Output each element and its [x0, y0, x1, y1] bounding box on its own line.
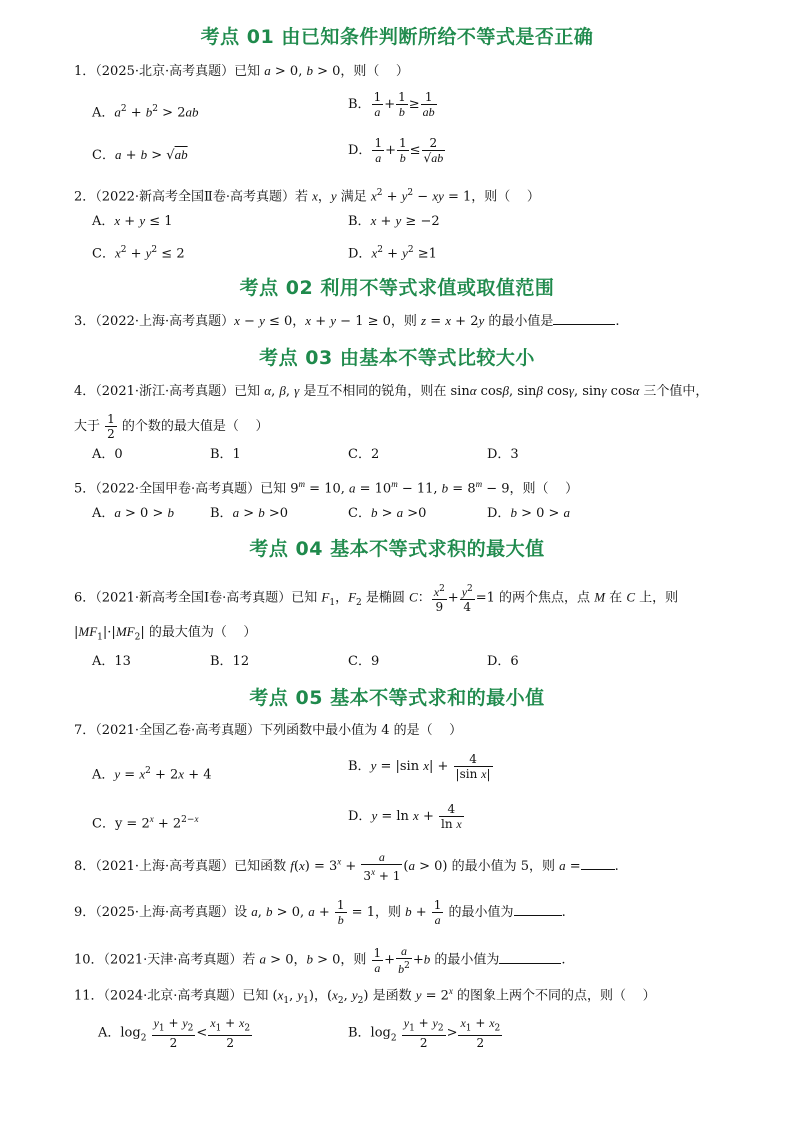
question-4-option-b[interactable]: B．1	[210, 447, 241, 462]
question-6-stem: 6．（2021·新高考全国Ⅰ卷·高考真题）已知 $F_1$，$F_2$ 是椭圆 C： $\frac{x^2}{9}$ + $\frac{y^2}{4}$ =1 的两个焦点，点 M 在 C 上，则	[74, 584, 679, 614]
section-heading-04: 考点 04 基本不等式求积的最大值	[249, 538, 545, 560]
question-4-stem: 4．（2021·浙江·高考真题）已知 α, β, γ 是互不相同的锐角，则在 sinα cosβ, sinβ cosγ, sinγ cosα 三个值中，	[74, 383, 709, 399]
question-11-option-a[interactable]: A．$\log_2$ $\frac{y_1 + y_2}{2}$ < $\frac{x_1 + x_2}{2}$	[98, 1016, 251, 1051]
question-11-stem: 11．（2024·北京·高考真题）已知 ($x_1$, $y_1$)，($x_2$, $y_2$) 是函数 $y = 2^x$ 的图象上两个不同的点，则（ ）	[74, 986, 656, 1006]
question-4-option-c[interactable]: C．2	[348, 447, 380, 462]
question-1-option-b[interactable]: B． $\frac{1}{a}$ + $\frac{1}{b}$ ≥ $\frac{1}{ab}$	[348, 90, 435, 119]
question-10-stem: 10．（2021·天津·高考真题）若 a > 0，b > 0，则 $\frac{1}{a}$ + $\frac{a}{b^2}$ +b 的最小值为 .	[74, 944, 566, 976]
question-4-option-a[interactable]: A．0	[92, 447, 123, 462]
question-7-option-c[interactable]: C．$y = 2^x + 2^{2-x}$	[92, 814, 199, 832]
question-4-option-d[interactable]: D．3	[487, 447, 519, 462]
question-5-stem: 5．（2022·全国甲卷·高考真题）已知 $9^m = 10$, $a = 10^m - 11$, $b = 8^m - 9$，则（ ）	[74, 479, 579, 497]
section-heading-01: 考点 01 由已知条件判断所给不等式是否正确	[200, 26, 594, 48]
question-2-stem: 2．（2022·新高考全国Ⅱ卷·高考真题）若 x，y 满足 $x^2 + y^2$ − xy = 1，则（ ）	[74, 188, 540, 205]
question-7-option-b[interactable]: B．y = |sin x| + $\frac{4}{\text{|sin x|}}$	[348, 752, 491, 781]
question-5-option-a[interactable]: A．a > 0 > b	[92, 505, 174, 521]
question-2-option-a[interactable]: A．x + y ≤ 1	[92, 213, 173, 229]
question-1-option-a[interactable]: A．$a^2 + b^2 > 2ab$	[92, 104, 199, 121]
section-heading-05: 考点 05 基本不等式求和的最小值	[249, 687, 545, 709]
question-8-stem: 8．（2021·上海·高考真题）已知函数 $f(x) = 3^x$ + $\frac{a}{3^x + 1}$ (a > 0) 的最小值为 5，则 a = .	[74, 850, 619, 883]
question-6-option-a[interactable]: A．13	[92, 654, 131, 669]
question-7-option-a[interactable]: A．$y = x^2 + 2x + 4$	[92, 766, 212, 783]
question-7-stem: 7．（2021·全国乙卷·高考真题）下列函数中最小值为 4 的是（ ）	[74, 723, 463, 738]
question-6-option-b[interactable]: B．12	[210, 654, 250, 669]
section-heading-02: 考点 02 利用不等式求值或取值范围	[239, 277, 555, 299]
question-3-stem: 3．（2022·上海·高考真题）x − y ≤ 0，x + y − 1 ≥ 0，则 z = x + 2y 的最小值是 .	[74, 313, 620, 329]
question-1-option-c[interactable]: C．a + b > √ab	[92, 147, 188, 163]
question-6-option-c[interactable]: C．9	[348, 654, 380, 669]
question-1-stem: 1．（2025·北京·高考真题）已知 a > 0, b > 0，则（ ）	[74, 63, 409, 79]
question-9-stem: 9．（2025·上海·高考真题）设 a, b > 0, a + $\frac{1}{b}$ = 1，则 b + $\frac{1}{a}$ 的最小值为 .	[74, 898, 566, 927]
question-4-stem-line2: 大于 $\frac{1}{2}$ 的个数的最大值是（ ）	[74, 412, 269, 441]
question-2-option-b[interactable]: B．x + y ≥ −2	[348, 213, 440, 229]
question-5-option-b[interactable]: B．a > b >0	[210, 505, 289, 521]
question-11-option-b[interactable]: B．$\log_2$ $\frac{y_1 + y_2}{2}$ > $\frac{x_1 + x_2}{2}$	[348, 1016, 501, 1051]
question-6-stem-line2: $|MF_1|\cdot|MF_2|$ 的最大值为（ ）	[74, 624, 257, 643]
question-5-option-c[interactable]: C．b > a >0	[348, 505, 427, 521]
question-1-option-d[interactable]: D． $\frac{1}{a}$ + $\frac{1}{b}$ ≤ $\frac{2}{√ab}$	[348, 136, 444, 165]
question-2-option-c[interactable]: C．$x^2 + y^2 \le 2$	[92, 245, 185, 262]
question-2-option-d[interactable]: D．$x^2 + y^2 \ge 1$	[348, 245, 437, 262]
question-7-option-d[interactable]: D．y = ln x + $\frac{4}{\text{ln x}}$	[348, 802, 462, 831]
section-heading-03: 考点 03 由基本不等式比较大小	[259, 347, 535, 369]
question-6-option-d[interactable]: D．6	[487, 654, 519, 669]
question-5-option-d[interactable]: D．b > 0 > a	[487, 505, 571, 521]
